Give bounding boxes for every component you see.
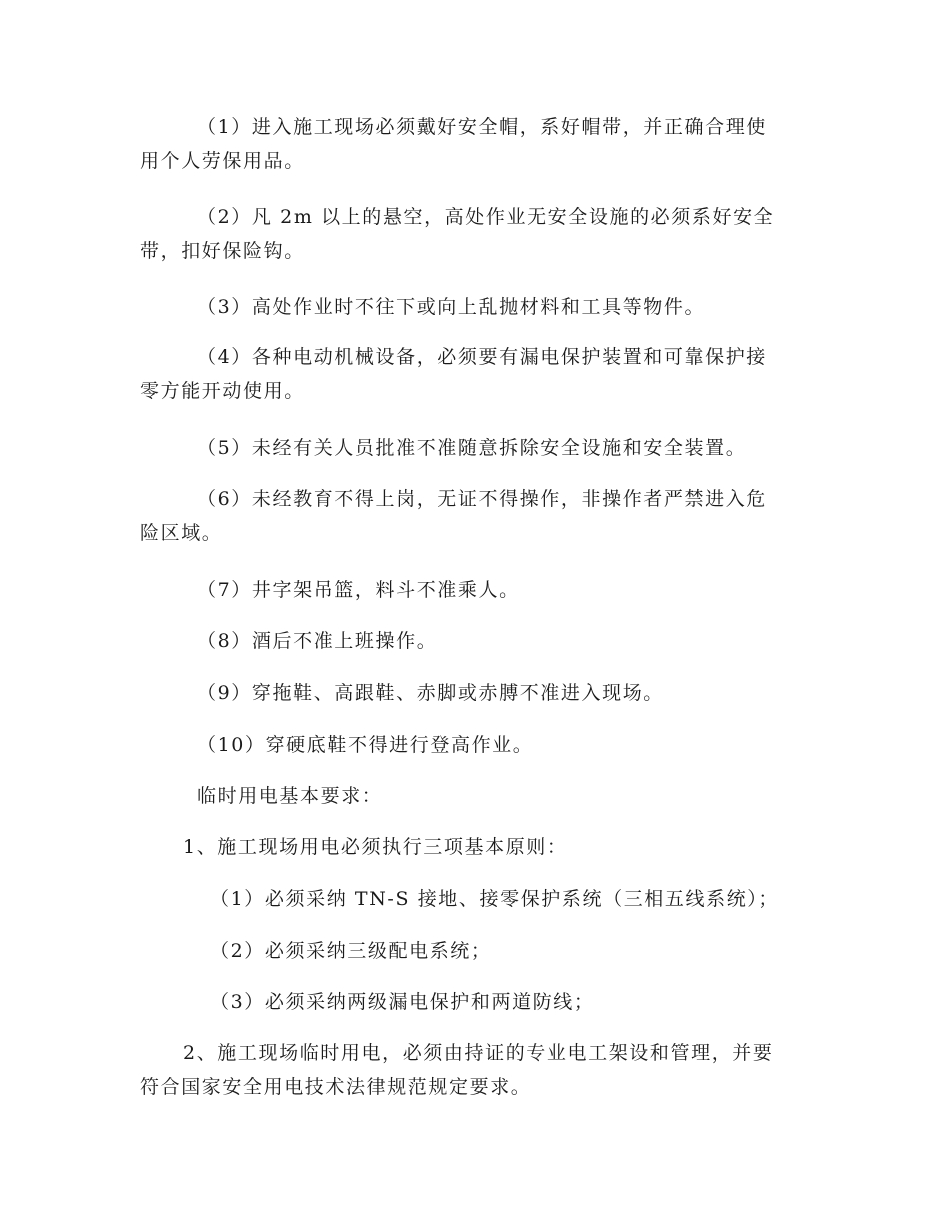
safety-rule-3 bbox=[140, 290, 810, 324]
rule-line: 用个人劳保用品。 bbox=[140, 150, 305, 172]
sub-item-text: （1）必须采纳 TN-S 接地、接零保护系统（三相五线系统）； bbox=[210, 888, 780, 910]
requirement-2-line: 2、施工现场临时用电，必须由持证的专业电工架设和管理，并要 bbox=[183, 1042, 774, 1064]
safety-rule-5 bbox=[140, 431, 810, 465]
rule-line: 零方能开动使用。 bbox=[140, 380, 305, 402]
requirement-1-sub-1 bbox=[140, 882, 810, 916]
safety-rule-9 bbox=[140, 676, 810, 710]
section-heading-text: 临时用电基本要求： bbox=[197, 785, 383, 807]
sub-item-text: （2）必须采纳三级配电系统； bbox=[210, 940, 492, 962]
requirement-1-sub-3 bbox=[140, 985, 810, 1019]
safety-rule-10 bbox=[140, 728, 810, 762]
safety-rule-6 bbox=[140, 482, 810, 550]
safety-rule-7 bbox=[140, 573, 810, 607]
rule-line: （10）穿硬底鞋不得进行登高作业。 bbox=[197, 734, 534, 756]
safety-rule-4 bbox=[140, 340, 810, 408]
rule-line: （5）未经有关人员批准不准随意拆除安全设施和安全装置。 bbox=[197, 437, 747, 459]
rule-line: （4）各种电动机械设备，必须要有漏电保护装置和可靠保护接 bbox=[197, 346, 767, 368]
sub-item-text: （3）必须采纳两级漏电保护和两道防线； bbox=[210, 991, 595, 1013]
safety-rule-2 bbox=[140, 200, 810, 268]
rule-line: （6）未经教育不得上岗，无证不得操作，非操作者严禁进入危 bbox=[197, 488, 767, 510]
rule-line: （8）酒后不准上班操作。 bbox=[197, 630, 438, 652]
rule-line: 险区域。 bbox=[140, 522, 223, 544]
requirement-1-title bbox=[140, 830, 810, 864]
requirement-1-sub-2 bbox=[140, 934, 810, 968]
rule-line: （1）进入施工现场必须戴好安全帽，系好帽带，并正确合理使 bbox=[197, 116, 767, 138]
rule-line: （3）高处作业时不往下或向上乱抛材料和工具等物件。 bbox=[197, 296, 706, 318]
requirement-2-line: 符合国家安全用电技术法律规范规定要求。 bbox=[140, 1076, 532, 1098]
rule-line: （9）穿拖鞋、高跟鞋、赤脚或赤膊不准进入现场。 bbox=[197, 682, 664, 704]
requirement-2 bbox=[140, 1036, 810, 1104]
requirement-1-title-text: 1、施工现场用电必须执行三项基本原则： bbox=[183, 836, 568, 858]
rule-line: （7）井字架吊篮，料斗不准乘人。 bbox=[197, 579, 520, 601]
section-heading bbox=[140, 779, 810, 813]
safety-rule-8 bbox=[140, 624, 810, 658]
safety-rule-1 bbox=[140, 110, 810, 178]
rule-line: （2）凡 2m 以上的悬空，高处作业无安全设施的必须系好安全 bbox=[197, 206, 775, 228]
rule-line: 带，扣好保险钩。 bbox=[140, 240, 305, 262]
